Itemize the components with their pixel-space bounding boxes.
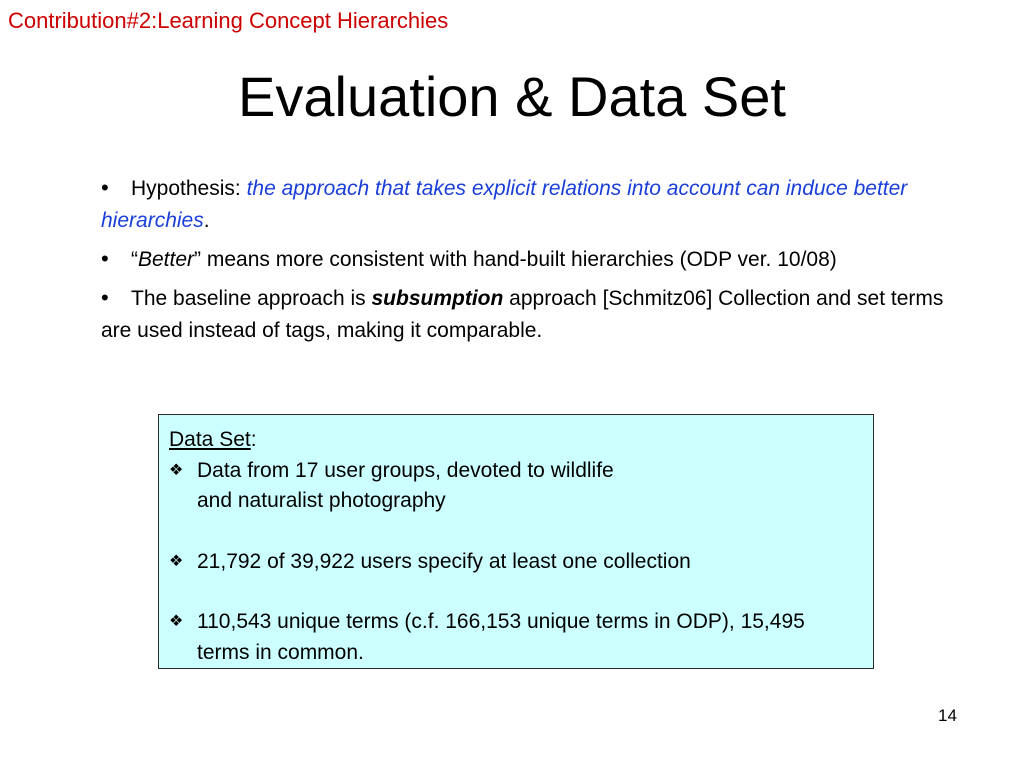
subsumption-term: subsumption	[371, 287, 504, 310]
dataset-heading-colon: :	[250, 428, 257, 451]
dataset-heading-line	[169, 425, 863, 456]
diamond-bullet-icon: ❖	[169, 613, 184, 630]
bullet-prefix: The baseline approach is	[131, 287, 372, 310]
dataset-heading: Data Set	[169, 428, 251, 451]
diamond-bullet-icon: ❖	[169, 461, 184, 479]
slide-title: Evaluation & Data Set	[238, 65, 786, 128]
bullet-prefix: Hypothesis:	[131, 177, 247, 200]
dataset-item	[169, 547, 863, 578]
section-header: Contribution#2:Learning Concept Hierarchies	[8, 8, 449, 33]
bullet-list	[101, 172, 951, 353]
open-quote: “	[131, 248, 138, 271]
spacer	[169, 517, 863, 547]
hypothesis-text: the approach that takes explicit relations into account can induce better hierarchies	[101, 177, 908, 232]
bullet-dot-icon: •	[101, 285, 109, 310]
bullet-rest: ” means more consistent with hand-built hierarchies (ODP ver. 10/08)	[194, 248, 837, 271]
dataset-item-text: Data from 17 user groups, devoted to wildlife and naturalist photography	[197, 458, 614, 512]
dataset-item-text: 21,792 of 39,922 users specify at least one collection	[197, 549, 691, 573]
diamond-bullet-icon: ❖	[169, 552, 184, 570]
dataset-box	[158, 414, 874, 669]
better-term: Better	[138, 248, 195, 271]
dataset-item-text: 110,543 unique terms (c.f. 166,153 unique terms in ODP), 15,495 terms in common.	[197, 610, 805, 664]
bullet-better	[101, 243, 951, 276]
bullet-baseline	[101, 282, 951, 347]
bullet-dot-icon: •	[101, 175, 109, 200]
dataset-item	[169, 456, 863, 517]
dataset-item	[169, 607, 863, 668]
page-number: 14	[938, 706, 957, 725]
bullet-dot-icon: •	[101, 246, 109, 271]
bullet-suffix: .	[203, 209, 210, 232]
bullet-rest: approach [Schmitz06] Collection and set terms are used instead of tags, making it comparable.	[101, 287, 944, 342]
bullet-hypothesis	[101, 172, 951, 237]
spacer	[169, 577, 863, 607]
